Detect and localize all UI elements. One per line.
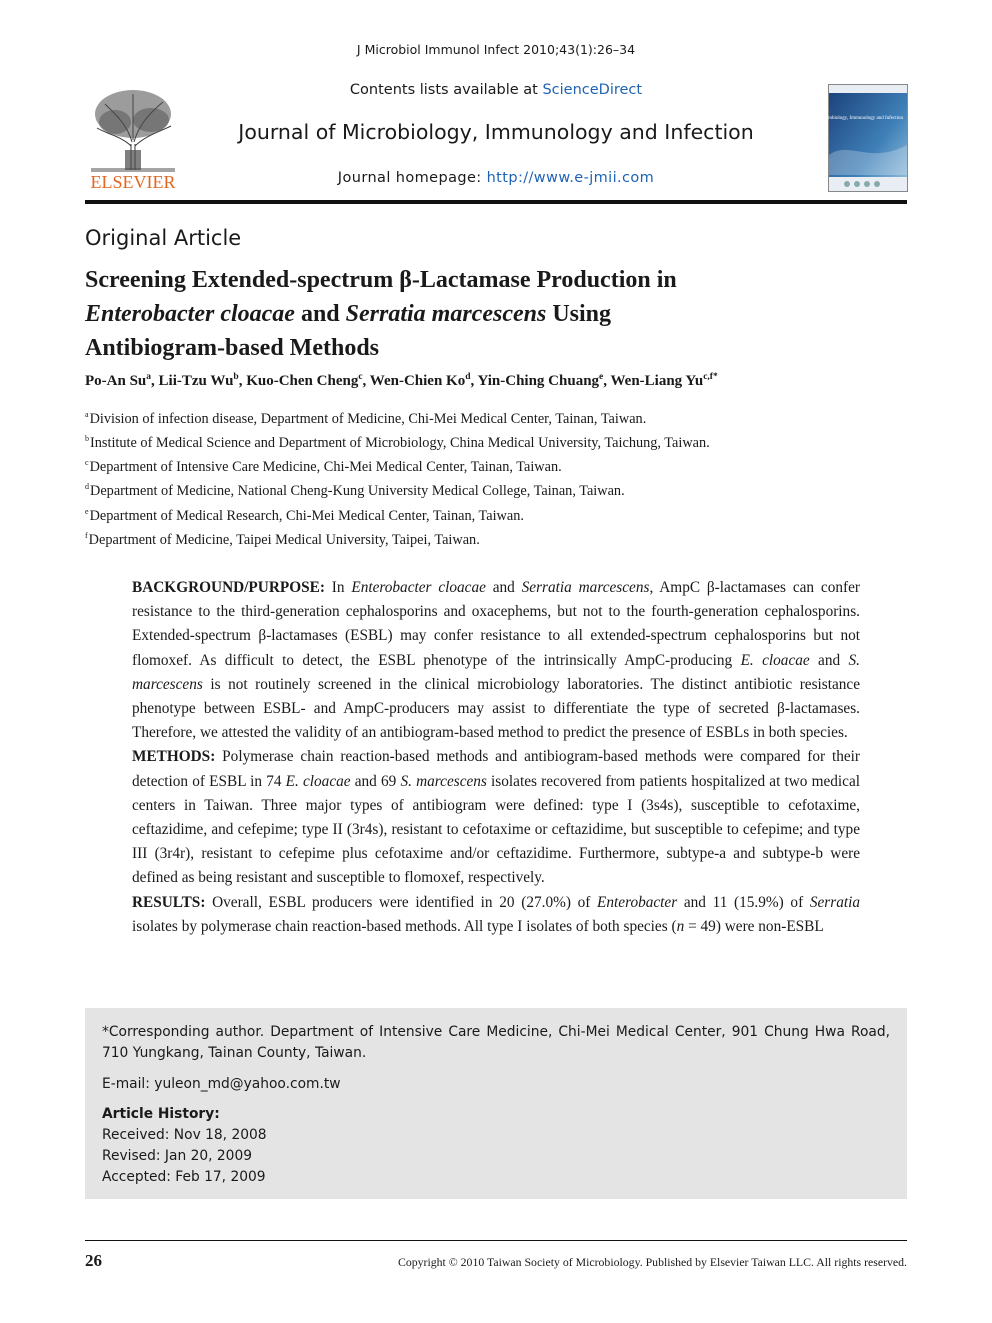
title-line-3: Antibiogram-based Methods	[85, 335, 380, 361]
author-email[interactable]: E-mail: yuleon_md@yahoo.com.tw	[102, 1076, 341, 1092]
abstract-results: RESULTS: Overall, ESBL producers were identified in 20 (27.0%) of Enterobacter and 11 (15.9%) of Serratia isolates by polymerase chain reaction-based methods. All type I isolates of both species (n = 49) were non-ESBL	[132, 893, 860, 935]
article-title	[85, 263, 907, 365]
author: Wen-Liang $Yu^{c,f*}$	[610, 372, 718, 389]
accepted-date: Accepted: Feb 17, 2009	[102, 1169, 266, 1185]
abstract-methods: METHODS: Polymerase chain reaction-based methods and antibiogram-based methods were compared for their detection of ESBL in 74 E. cloacae and 69 S. marcescens isolates recovered from patients hospitalized at two medical centers in Taiwan. Three major types of antibiogram were defined: type I (3s4s), susceptible to cefotaxime, ceftazidime, and cefepime; type II (3r4s), resistant to cefotaxime or ceftazidime, but susceptible to cefepime; and type III (3r4r), resistant to cefepime plus cefotaxime and/or ceftazidime. Furthermore, subtype-a and subtype-b were defined as being resistant and susceptible to flomoxef, respectively.	[132, 748, 861, 887]
footer-rule	[85, 1240, 907, 1241]
page-number: 26	[85, 1251, 102, 1270]
article-type: Original Article	[85, 226, 242, 250]
homepage-link[interactable]: http://www.e-jmii.com	[486, 170, 655, 186]
title-using: Using	[546, 301, 612, 327]
abstract-background: BACKGROUND/PURPOSE: In Enterobacter cloacae and Serratia marcescens, AmpC β-lactamases can confer resistance to the third-generation cephalosporins and oxacephems, but not to the fourth-generation cephalosporins. Extended-spectrum β-lactamases (ESBL) may confer resistance to all extended-spectrum cephalosporins but not flomoxef. As difficult to detect, the ESBL phenotype of the intrinsically AmpC-producing E. cloacae and S. marcescens is not routinely screened in the clinical microbiology laboratories. The distinct antibiotic resistance phenotype between ESBL- and AmpC-producers may assist to differentiate the type of secreted β-lactamases. Therefore, we attested the validity of an antibiogram-based method to predict the presence of ESBLs in both species.	[132, 579, 860, 742]
author: Lii-Tzu Wu$^b$,	[158, 372, 247, 389]
affiliation: $^b$Institute of Medical Science and Department of Microbiology, China Medical University, Taichung, Taiwan.	[85, 434, 710, 451]
title-species-1: Enterobacter cloacae	[85, 301, 295, 327]
contents-prefix: Contents lists available at	[349, 82, 543, 98]
title-species-2: Serratia marcescens	[345, 301, 547, 327]
header-rule	[85, 200, 907, 204]
author: Kuo-Chen Cheng$^c$,	[246, 372, 370, 389]
revised-date: Revised: Jan 20, 2009	[102, 1148, 253, 1164]
cover-title: Journal of Microbiology, Immunology and Infection	[798, 116, 903, 121]
affiliation: $^a$Division of infection disease, Department of Medicine, Chi-Mei Medical Center, Tainan, Taiwan.	[85, 410, 647, 427]
author-list	[85, 372, 907, 390]
affiliation: $^c$Department of Intensive Care Medicine, Chi-Mei Medical Center, Tainan, Taiwan.	[85, 458, 562, 475]
article-history-label: Article History:	[102, 1106, 220, 1122]
author: Yin-Ching Chuang$^e$,	[477, 372, 611, 389]
journal-title: Journal of Microbiology, Immunology and Infection	[238, 120, 754, 144]
journal-citation: J Microbiol Immunol Infect 2010;43(1):26–34	[356, 42, 636, 57]
homepage-prefix: Journal homepage:	[337, 170, 487, 186]
author: Wen-Chien Ko$^d$,	[369, 372, 478, 389]
received-date: Received: Nov 18, 2008	[102, 1127, 267, 1143]
copyright-notice: Copyright © 2010 Taiwan Society of Microbiology. Published by Elsevier Taiwan LLC. All rights reserved.	[397, 1255, 907, 1269]
title-conjunction: and	[294, 301, 346, 327]
sciencedirect-link[interactable]: ScienceDirect	[542, 82, 643, 98]
correspondence-box	[85, 1008, 907, 1199]
abstract	[132, 576, 860, 939]
affiliation: $^d$Department of Medicine, National Cheng-Kung University Medical College, Tainan, Taiwan.	[85, 482, 625, 499]
journal-cover-thumbnail	[798, 84, 908, 192]
author: Po-An Su$^a$,	[85, 372, 159, 389]
elsevier-wordmark: ELSEVIER	[90, 172, 176, 192]
corresponding-author: *Corresponding author. Department of Intensive Care Medicine, Chi-Mei Medical Center, 901 Chung Hwa Road, 710 Yungkang, Tainan County, Taiwan.	[102, 1024, 890, 1061]
affiliation: $^e$Department of Medical Research, Chi-Mei Medical Center, Tainan, Taiwan.	[85, 507, 524, 524]
title-line-1: Screening Extended-spectrum β-Lactamase Production in	[85, 267, 677, 293]
affiliation: $^f$Department of Medicine, Taipei Medical University, Taipei, Taiwan.	[85, 531, 480, 548]
